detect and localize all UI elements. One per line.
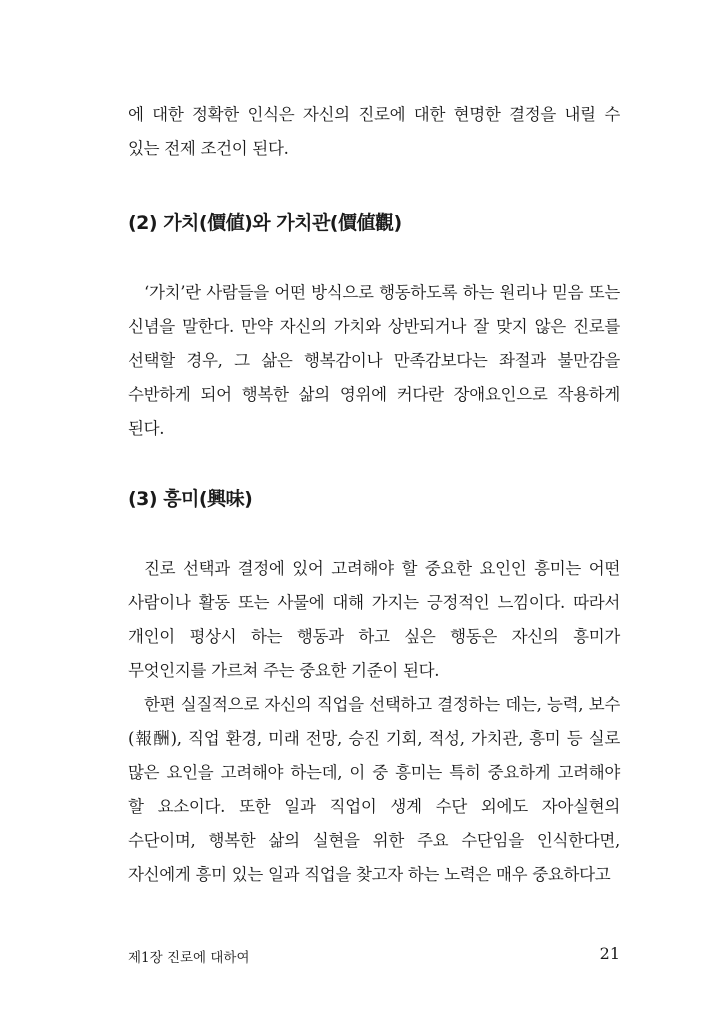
footer-chapter-title: 제1장 진로에 대하여 xyxy=(128,950,250,966)
section-heading-value: (2) 가치(價値)와 가치관(價値觀) xyxy=(128,212,402,234)
page-number: 21 xyxy=(599,944,620,963)
page-footer xyxy=(128,946,620,970)
interest-paragraph-2: 한편 실질적으로 자신의 직업을 선택하고 결정하는 데는, 능력, 보수(報酬), 직업 환경, 미래 전망, 승진 기회, 적성, 가치관, 흥미 등 실로 많은 요인을 고려해야 하는데, 이 중 흥미는 특히 중요하게 고려해야 할 요소이다. 또한 일과 직업이 생계 수단 외에도 자아실현의 수단이며, 행복한 삶의 실현을 위한 주요 수단임을 인식한다면, 자신에게 흥미 있는 일과 직업을 찾고자 하는 노력은 매우 중요하다고 xyxy=(128,695,620,884)
section-heading-interest: (3) 흥미(興味) xyxy=(128,488,253,510)
value-paragraph: ‘가치’란 사람들을 어떤 방식으로 행동하도록 하는 원리나 믿음 또는 신념을 말한다. 만약 자신의 가치와 상반되거나 잘 맞지 않은 진로를 선택할 경우, 그 삶은 행복감이나 만족감보다는 좌절과 불만감을 수반하게 되어 행복한 삶의 영위에 커다란 장애요인으로 작용하게 된다. xyxy=(128,283,620,438)
page-content xyxy=(128,98,620,892)
intro-continuation-paragraph: 에 대한 정확한 인식은 자신의 진로에 대한 현명한 결정을 내릴 수 있는 전제 조건이 된다. xyxy=(128,105,620,158)
interest-paragraph-1: 진로 선택과 결정에 있어 고려해야 할 중요한 요인인 흥미는 어떤 사람이나 활동 또는 사물에 대해 가지는 긍정적인 느낌이다. 따라서 개인이 평상시 하는 행동과 하고 싶은 행동은 자신의 흥미가 무엇인지를 가르쳐 주는 중요한 기준이 된다. xyxy=(128,559,620,680)
